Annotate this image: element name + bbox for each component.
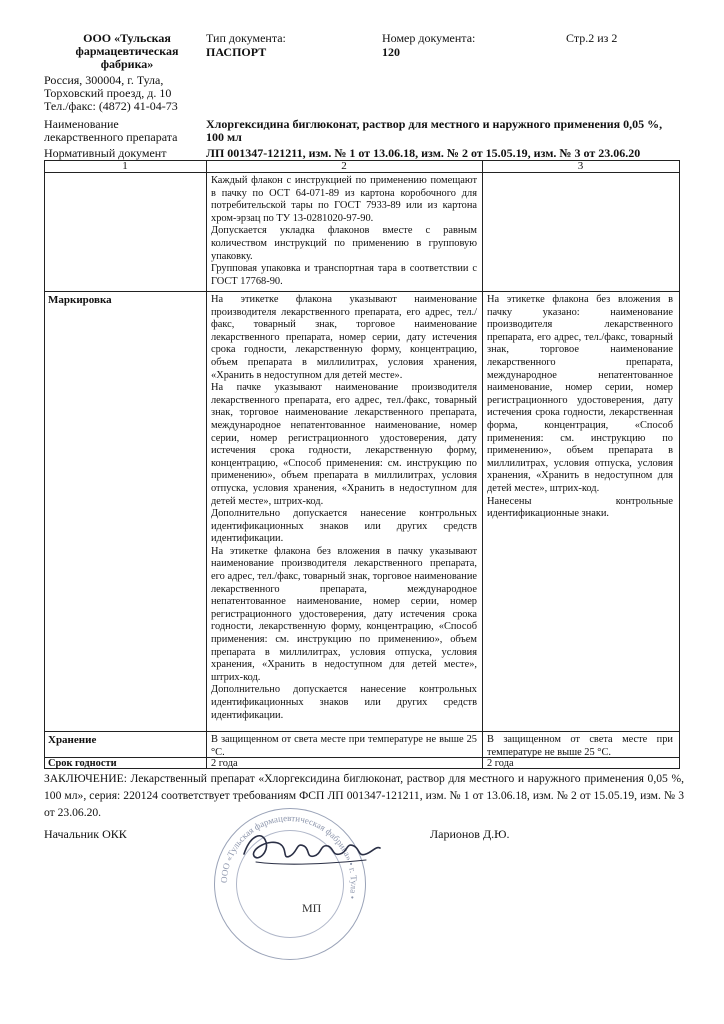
marking-label: Маркировка <box>48 294 112 306</box>
handwritten-signature <box>236 816 386 876</box>
col-number-1: 1 <box>122 160 128 172</box>
address-line-1: Россия, 300004, г. Тула, <box>44 73 164 87</box>
packing-paragraph: Допускается укладка флаконов вместе с равным количеством инструкций по применению в групповую упаковку. <box>211 225 477 262</box>
packing-paragraph: Каждый флакон с инструкцией по применению помещают в пачку по ОСТ 64-071-89 из картона коробочного для потребительской тары по ГОСТ 7933-89 или из картона хром-эрзац по ТУ 13-0281020-97-90. <box>211 175 477 224</box>
doc-type-value: ПАСПОРТ <box>206 45 267 59</box>
drug-name-value: Хлоргексидина биглюконат, раствор для местного и наружного применения 0,05 %, 100 мл <box>206 117 663 144</box>
shelf-life-result: 2 года <box>487 758 514 769</box>
doc-number-value: 120 <box>382 45 400 59</box>
signatory-title: Начальник ОКК <box>44 827 127 841</box>
company-name: ООО «Тульская фармацевтическая фабрика» <box>75 31 179 71</box>
doc-number-label: Номер документа: <box>382 31 476 45</box>
col-number-3: 3 <box>577 160 584 172</box>
packing-paragraph: Групповая упаковка и транспортная тара в соответствии с ГОСТ 17768-90. <box>211 263 477 287</box>
shelf-life-spec: 2 года <box>211 758 238 769</box>
shelf-life-label: Срок годности <box>48 758 117 769</box>
storage-label: Хранение <box>48 734 97 746</box>
drug-name-label: Наименование лекарственного препарата <box>44 117 178 144</box>
stamp-mp-mark: МП <box>302 901 322 915</box>
marking-result-paragraph: Нанесены контрольные идентификационные знаки. <box>487 495 673 520</box>
marking-spec <box>211 294 477 722</box>
marking-spec-paragraph: Дополнительно допускается нанесение контрольных идентификационных знаков или других средств идентификации. <box>211 508 477 545</box>
col-number-2: 2 <box>341 160 347 172</box>
conclusion-text: ЗАКЛЮЧЕНИЕ: Лекарственный препарат «Хлоргексидина биглюконат, раствор для местного и наружного применения 0,05 %, 100 мл», серия: 220124 соответствует требованиям ФСП ЛП 001347-121211, изм. № 1 от 13.06.18, изм. № 2 от 15.05.19, изм. № 3 от 23.06.20. <box>44 772 684 819</box>
marking-result-paragraph: На этикетке флакона без вложения в пачку указано: наименование производителя лекарственного препарата, его адрес, тел./факс, товарный знак, торговое наименование лекарственного препарата, международное непатентованное наименование, номер серии, номер регистрационного удостоверения, дату истечения срока годности, лекарственная форма, концентрация, «Способ применения: см. инструкцию по применению», объем препарата в миллилитрах, условия отпуска, условия хранения, «Хранить в недоступном для детей месте», штрих-код. <box>487 294 673 494</box>
stamp-text: ООО «Тульская фармацевтическая фабрика» • г. Тула • <box>218 812 360 901</box>
signatory-name: Ларионов Д.Ю. <box>430 827 510 841</box>
doc-type-label: Тип документа: <box>206 31 286 45</box>
marking-spec-paragraph: На пачке указывают наименование производителя лекарственного препарата, его адрес, тел./факс, товарный знак, торговое наименование лекарственного препарата, международное непатентованное наименование, номер серии, номер регистрационного удостоверения, дату истечения срока годности, лекарственную форму, концентрацию, «Способ применения: см. инструкцию по применению», объем препарата в миллилитрах, условия отпуска, условия хранения, «Хранить в недоступном для детей месте», штрих-код. <box>211 382 477 507</box>
normative-value: ЛП 001347-121211, изм. № 1 от 13.06.18, изм. № 2 от 15.05.19, изм. № 3 от 23.06.20 <box>206 146 641 160</box>
normative-label: Нормативный документ <box>44 146 167 160</box>
page-number: Стр.2 из 2 <box>566 31 618 45</box>
marking-spec-paragraph: На этикетке флакона указывают наименование производителя лекарственного препарата, его адрес, тел./факс, товарный знак, торговое наименование лекарственного препарата, номер серии, дату истечения срока годности, лекарственную форму, концентрацию, объем препарата в миллилитрах, условия хранения, «Хранить в недоступном для детей месте». <box>211 294 477 381</box>
address-line-2: Торховский проезд, д. 10 <box>44 86 172 100</box>
address-line-3: Тел./факс: (4872) 41-04-73 <box>44 99 178 113</box>
storage-result: В защищенном от света месте при температуре не выше 25 °С. <box>487 734 673 758</box>
marking-spec-paragraph: На этикетке флакона без вложения в пачку указывают наименование производителя лекарственного препарата, его адрес, тел./факс, товарный знак, торговое наименование лекарственного препарата, международное непатентованное наименование, номер серии, номер регистрационного удостоверения, дату истечения срока годности, лекарственную форму, концентрацию, «Способ применения: см. инструкцию по применению», объем препарата в миллилитрах, условия отпуска, условия хранения, «Хранить в недоступном для детей месте», штрих-код. <box>211 545 477 683</box>
storage-spec: В защищенном от света месте при температуре не выше 25 °С. <box>211 734 477 758</box>
marking-result <box>487 294 673 521</box>
packing-text <box>211 175 477 288</box>
marking-spec-paragraph: Дополнительно допускается нанесение контрольных идентификационных знаков или других средств идентификации. <box>211 684 477 721</box>
company-address <box>44 74 204 113</box>
